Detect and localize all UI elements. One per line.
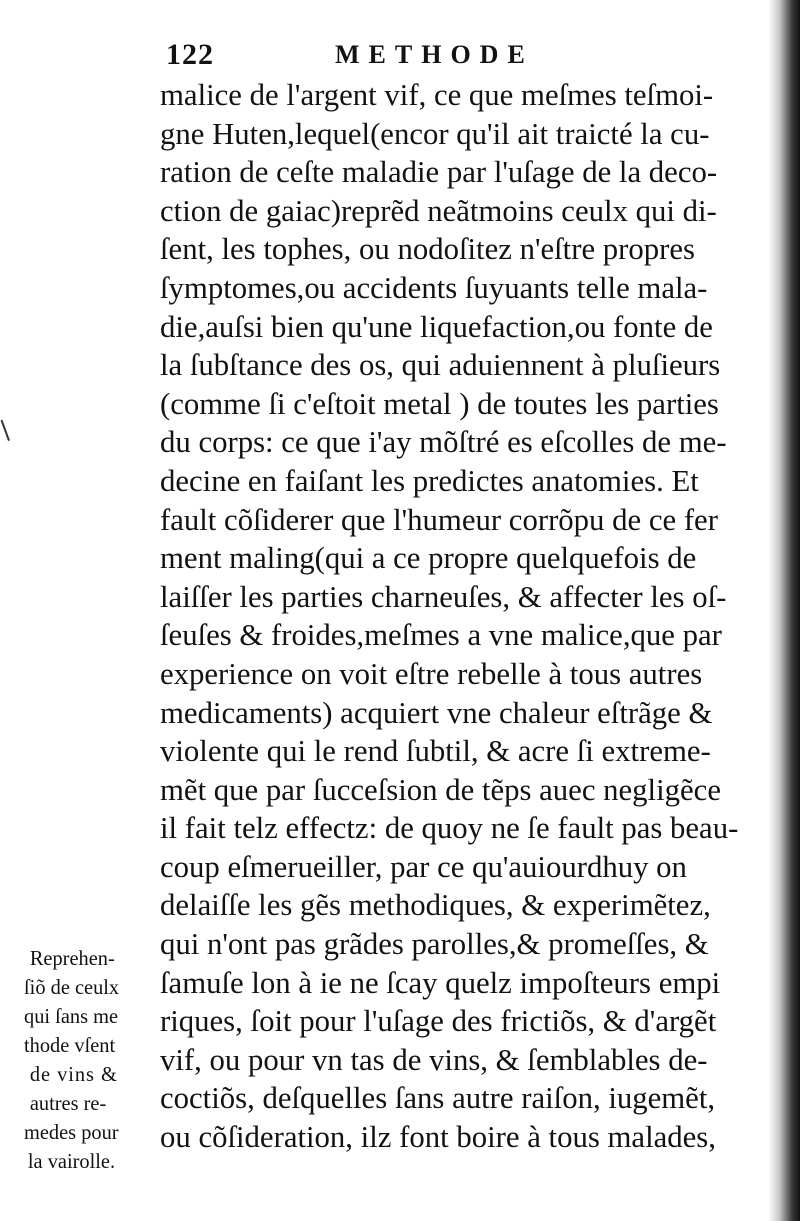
text-line: experience on voit eſtre rebelle à tous autres: [160, 655, 703, 691]
text-line: riques, ſoit pour l'uſage des frictiõs, & d'argẽt: [160, 1003, 717, 1039]
margin-note: [24, 944, 160, 1176]
text-line: coctiõs, deſquelles ſans autre raiſon, iugemẽt,: [160, 1080, 716, 1116]
margin-note-line: la vairolle.: [27, 1149, 116, 1173]
text-line: il fait telz effectz: de quoy ne ſe fault pas beau-: [160, 810, 739, 846]
page-header: [160, 38, 760, 78]
text-line: (comme ſi c'eſtoit metal ) de toutes les parties: [160, 385, 719, 421]
text-line: die,auſsi bien qu'une liquefaction,ou fonte de: [160, 308, 713, 344]
main-text-block: [160, 76, 755, 1157]
text-line: ou cõſideration, ilz font boire à tous malades,: [160, 1119, 716, 1155]
text-line: violente qui le rend ſubtil, & acre ſi extreme-: [160, 733, 711, 769]
text-line: ſymptomes,ou accidents ſuyuants telle mala-: [160, 269, 708, 305]
text-line: qui n'ont pas grãdes parolles,& promeſſes, &: [160, 926, 709, 962]
text-line: laiſſer les parties charneuſes, & affecter les oſ-: [160, 578, 727, 614]
text-line: ſeuſes & froides,meſmes a vne malice,que par: [160, 617, 722, 653]
text-line: coup eſmerueiller, par ce qu'auiourdhuy on: [160, 848, 687, 884]
text-line: ction de gaiac)reprẽd neãtmoins ceulx qui di-: [160, 192, 717, 228]
text-line: vif, ou pour vn tas de vins, & ſemblables de-: [160, 1041, 708, 1077]
text-line: ſent, les tophes, ou nodoſitez n'eſtre propres: [160, 231, 696, 267]
text-line: ration de ceſte maladie par l'uſage de la deco-: [160, 154, 718, 190]
text-line: gne Huten,lequel(encor qu'il ait traicté la cu-: [160, 115, 710, 151]
running-title: METHODE: [335, 40, 534, 69]
margin-note-line: ſiõ de ceulx: [24, 975, 120, 999]
margin-note-line: qui ſans me: [24, 1004, 119, 1028]
text-line: malice de l'argent vif, ce que meſmes teſmoi-: [160, 77, 714, 112]
text-line: du corps: ce que i'ay mõſtré es eſcolles de me-: [160, 424, 727, 460]
text-line: la ſubſtance des os, qui aduiennent à pluſieurs: [160, 347, 721, 383]
text-line: mẽt que par ſucceſsion de tẽps auec negligẽce: [160, 771, 721, 807]
margin-note-line: medes pour: [24, 1120, 119, 1144]
page-edge-shadow: [768, 0, 800, 1221]
margin-note-line: autres re-: [29, 1091, 107, 1115]
text-line: ment maling(qui a ce propre quelquefois de: [160, 540, 697, 576]
margin-note-line: de vins &: [29, 1062, 118, 1086]
text-line: ſamuſe lon à ie ne ſcay quelz impoſteurs empi: [160, 964, 721, 1000]
margin-note-line: Reprehen-: [29, 946, 115, 970]
text-line: fault cõſiderer que l'humeur corrõpu de ce fer: [160, 501, 718, 537]
text-line: decine en faiſant les predictes anatomies. Et: [160, 462, 699, 498]
text-line: delaiſſe les gẽs methodiques, & experimẽtez,: [160, 887, 711, 923]
stray-ink-mark: [1, 417, 18, 441]
margin-note-line: thode vſent: [24, 1033, 116, 1057]
page-number: 122: [166, 38, 214, 71]
text-line: medicaments) acquiert vne chaleur eſtrãge &: [160, 694, 713, 730]
